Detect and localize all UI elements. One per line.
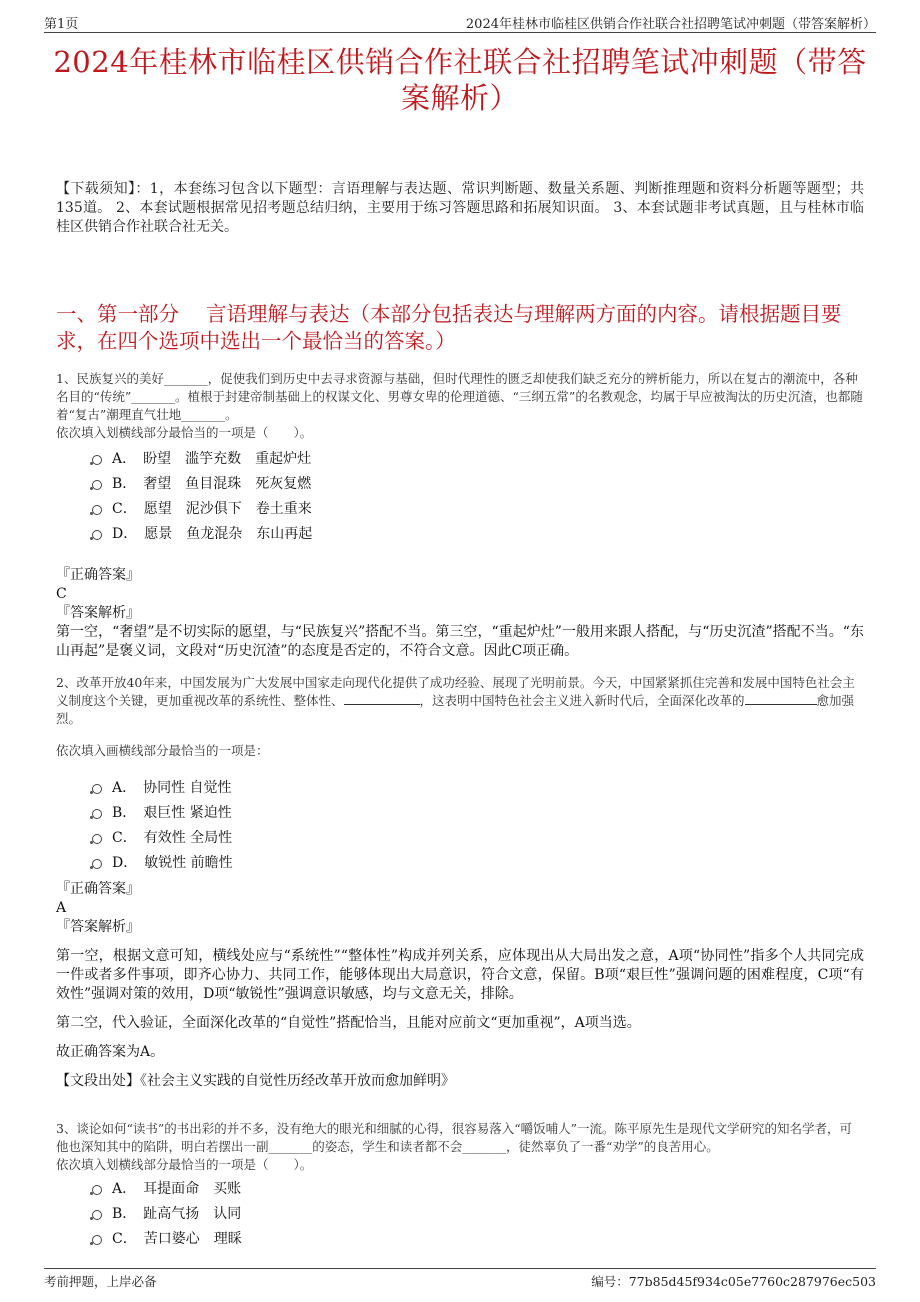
option-item[interactable] — [92, 826, 233, 851]
option-item[interactable] — [92, 851, 233, 876]
option-label: C． 愿望 泥沙俱下 卷土重来 — [112, 501, 312, 517]
analysis-conclusion: 故正确答案为A。 — [56, 1044, 165, 1060]
option-item[interactable] — [92, 447, 312, 472]
question-2 — [56, 674, 864, 760]
page-number: 第1页 — [44, 17, 79, 32]
radio-icon[interactable] — [92, 505, 102, 515]
option-label: A． 盼望 滥竽充数 重起炉灶 — [112, 451, 312, 467]
answer-value: C — [56, 586, 67, 602]
page-header — [44, 10, 876, 33]
option-item[interactable] — [92, 497, 312, 522]
answer-value: A — [56, 900, 67, 916]
question-3-options — [92, 1177, 242, 1252]
analysis-label: 『答案解析』 — [56, 605, 140, 621]
radio-icon[interactable] — [92, 480, 102, 490]
question-3-stem: 3、谈论如何“读书”的书出彩的并不多，没有绝大的眼光和细腻的心得，很容易落入“嚼饭哺人”一流。陈平原先生是现代文学研究的知名学者，可他也深知其中的陷阱，明白若摆出一副_______的姿态，学生和读者都不会_______，徒然辜负了一番“劝学”的良苦用心。 — [56, 1121, 853, 1154]
section-heading: 一、第一部分 言语理解与表达（本部分包括表达与理解两方面的内容。请根据题目要求，在四个选项中选出一个最恰当的答案。） — [56, 302, 842, 353]
stem-part: 2、改革开放40年来，中国发展为广大发展中国家走向现代化提供了成功经验、展现了光明前景。今天，中国紧紧抓住完善和发展中国特色社会主义制度这个关键，更加重视改革的系统性、整体性、 — [56, 675, 855, 708]
option-item[interactable] — [92, 1227, 242, 1252]
question-2-options — [92, 776, 233, 876]
analysis-label: 『答案解析』 — [56, 919, 140, 935]
option-label: A． 耳提面命 买账 — [112, 1181, 242, 1197]
question-2-stem — [56, 674, 864, 728]
fill-blank — [344, 704, 420, 705]
option-item[interactable] — [92, 1177, 242, 1202]
stem-part: ，这表明中国特色社会主义进入新时代后，全面深化改革的 — [419, 693, 745, 708]
analysis-text: 第一空，“奢望”是不切实际的愿望，与“民族复兴”搭配不当。第三空，“重起炉灶”一般用来跟人搭配，与“历史沉渣”搭配不当。“东山再起”是褒义词，文段对“历史沉渣”的态度是否定的，不符合文意。因此C项正确。 — [56, 624, 864, 659]
question-1-prompt: 依次填入划横线部分最恰当的一项是（ ）。 — [56, 425, 313, 440]
question-1-options — [92, 447, 312, 547]
radio-icon[interactable] — [92, 455, 102, 465]
question-1-answer — [56, 566, 864, 661]
option-label: D． 敏锐性 前瞻性 — [112, 855, 233, 871]
stem-part: 愈加强烈。 — [56, 693, 855, 726]
answer-label: 『正确答案』 — [56, 567, 140, 583]
radio-icon[interactable] — [92, 809, 102, 819]
option-label: C． 有效性 全局性 — [112, 830, 233, 846]
option-label: B． 艰巨性 紧迫性 — [112, 805, 232, 821]
question-1-stem: 1、民族复兴的美好_______，促使我们到历史中去寻求资源与基础，但时代理性的匮乏却使我们缺乏充分的辨析能力，所以在复古的潮流中，各种名目的“传统”_______。植根于封建帝制基础上的权谋文化、男尊女卑的伦理道德、“三纲五常”的名教观念，均属于早应被淘汰的历史沉渣，也都随着“复古”潮理直气壮地_______。 — [56, 371, 863, 422]
radio-icon[interactable] — [92, 859, 102, 869]
option-item[interactable] — [92, 801, 233, 826]
download-notice: 【下载须知】：1，本套练习包含以下题型：言语理解与表达题、常识判断题、数量关系题、判断推理题和资料分析题等题型；共135道。 2、本套试题根据常见招考题总结归纳，主要用于练习答题思路和拓展知识面。 3、本套试题非考试真题，且与桂林市临桂区供销合作社联合社无关。 — [56, 181, 864, 235]
question-1 — [56, 370, 864, 442]
footer-serial: 编号：77b85d45f934c05e7760c287976ec503 — [591, 1274, 876, 1289]
source-citation: 【文段出处】《社会主义实践的自觉性历经改革开放而愈加鲜明》 — [56, 1073, 455, 1089]
footer-slogan: 考前押题，上岸必备 — [44, 1274, 157, 1289]
option-label: B． 奢望 鱼目混珠 死灰复燃 — [112, 476, 312, 492]
answer-label: 『正确答案』 — [56, 881, 140, 897]
fill-blank — [745, 704, 817, 705]
analysis-text: 第二空，代入验证，全面深化改革的“自觉性”搭配恰当，且能对应前文“更加重视”，A项当选。 — [56, 1015, 641, 1031]
radio-icon[interactable] — [92, 1210, 102, 1220]
question-2-prompt: 依次填入画横线部分最恰当的一项是： — [56, 743, 269, 758]
radio-icon[interactable] — [92, 834, 102, 844]
radio-icon[interactable] — [92, 784, 102, 794]
header-doc-title: 2024年桂林市临桂区供销合作社联合社招聘笔试冲刺题（带答案解析） — [465, 17, 876, 32]
option-label: C． 苦口婆心 理睬 — [112, 1231, 242, 1247]
option-item[interactable] — [92, 472, 312, 497]
option-label: B． 趾高气扬 认同 — [112, 1206, 242, 1222]
page-footer — [44, 1268, 876, 1291]
radio-icon[interactable] — [92, 1185, 102, 1195]
option-item[interactable] — [92, 1202, 242, 1227]
question-3 — [56, 1120, 864, 1174]
option-item[interactable] — [92, 522, 312, 547]
question-2-answer — [56, 880, 864, 1091]
analysis-text: 第一空，根据文意可知，横线处应与“系统性”“整体性”构成并列关系，应体现出从大局出发之意，A项“协同性”指多个人共同完成一件或者多件事项，即齐心协力、共同工作，能够体现出大局意识，符合文意，保留。B项“艰巨性”强调问题的困难程度，C项“有效性”强调对策的效用，D项“敏锐性”强调意识敏感，均与文意无关，排除。 — [56, 948, 864, 1002]
option-label: A． 协同性 自觉性 — [112, 780, 232, 796]
option-item[interactable] — [92, 776, 233, 801]
question-3-prompt: 依次填入划横线部分最恰当的一项是（ ）。 — [56, 1157, 313, 1172]
option-label: D． 愿景 鱼龙混杂 东山再起 — [112, 526, 313, 542]
radio-icon[interactable] — [92, 1235, 102, 1245]
document-title: 2024年桂林市临桂区供销合作社联合社招聘笔试冲刺题（带答案解析） — [53, 45, 867, 115]
radio-icon[interactable] — [92, 530, 102, 540]
